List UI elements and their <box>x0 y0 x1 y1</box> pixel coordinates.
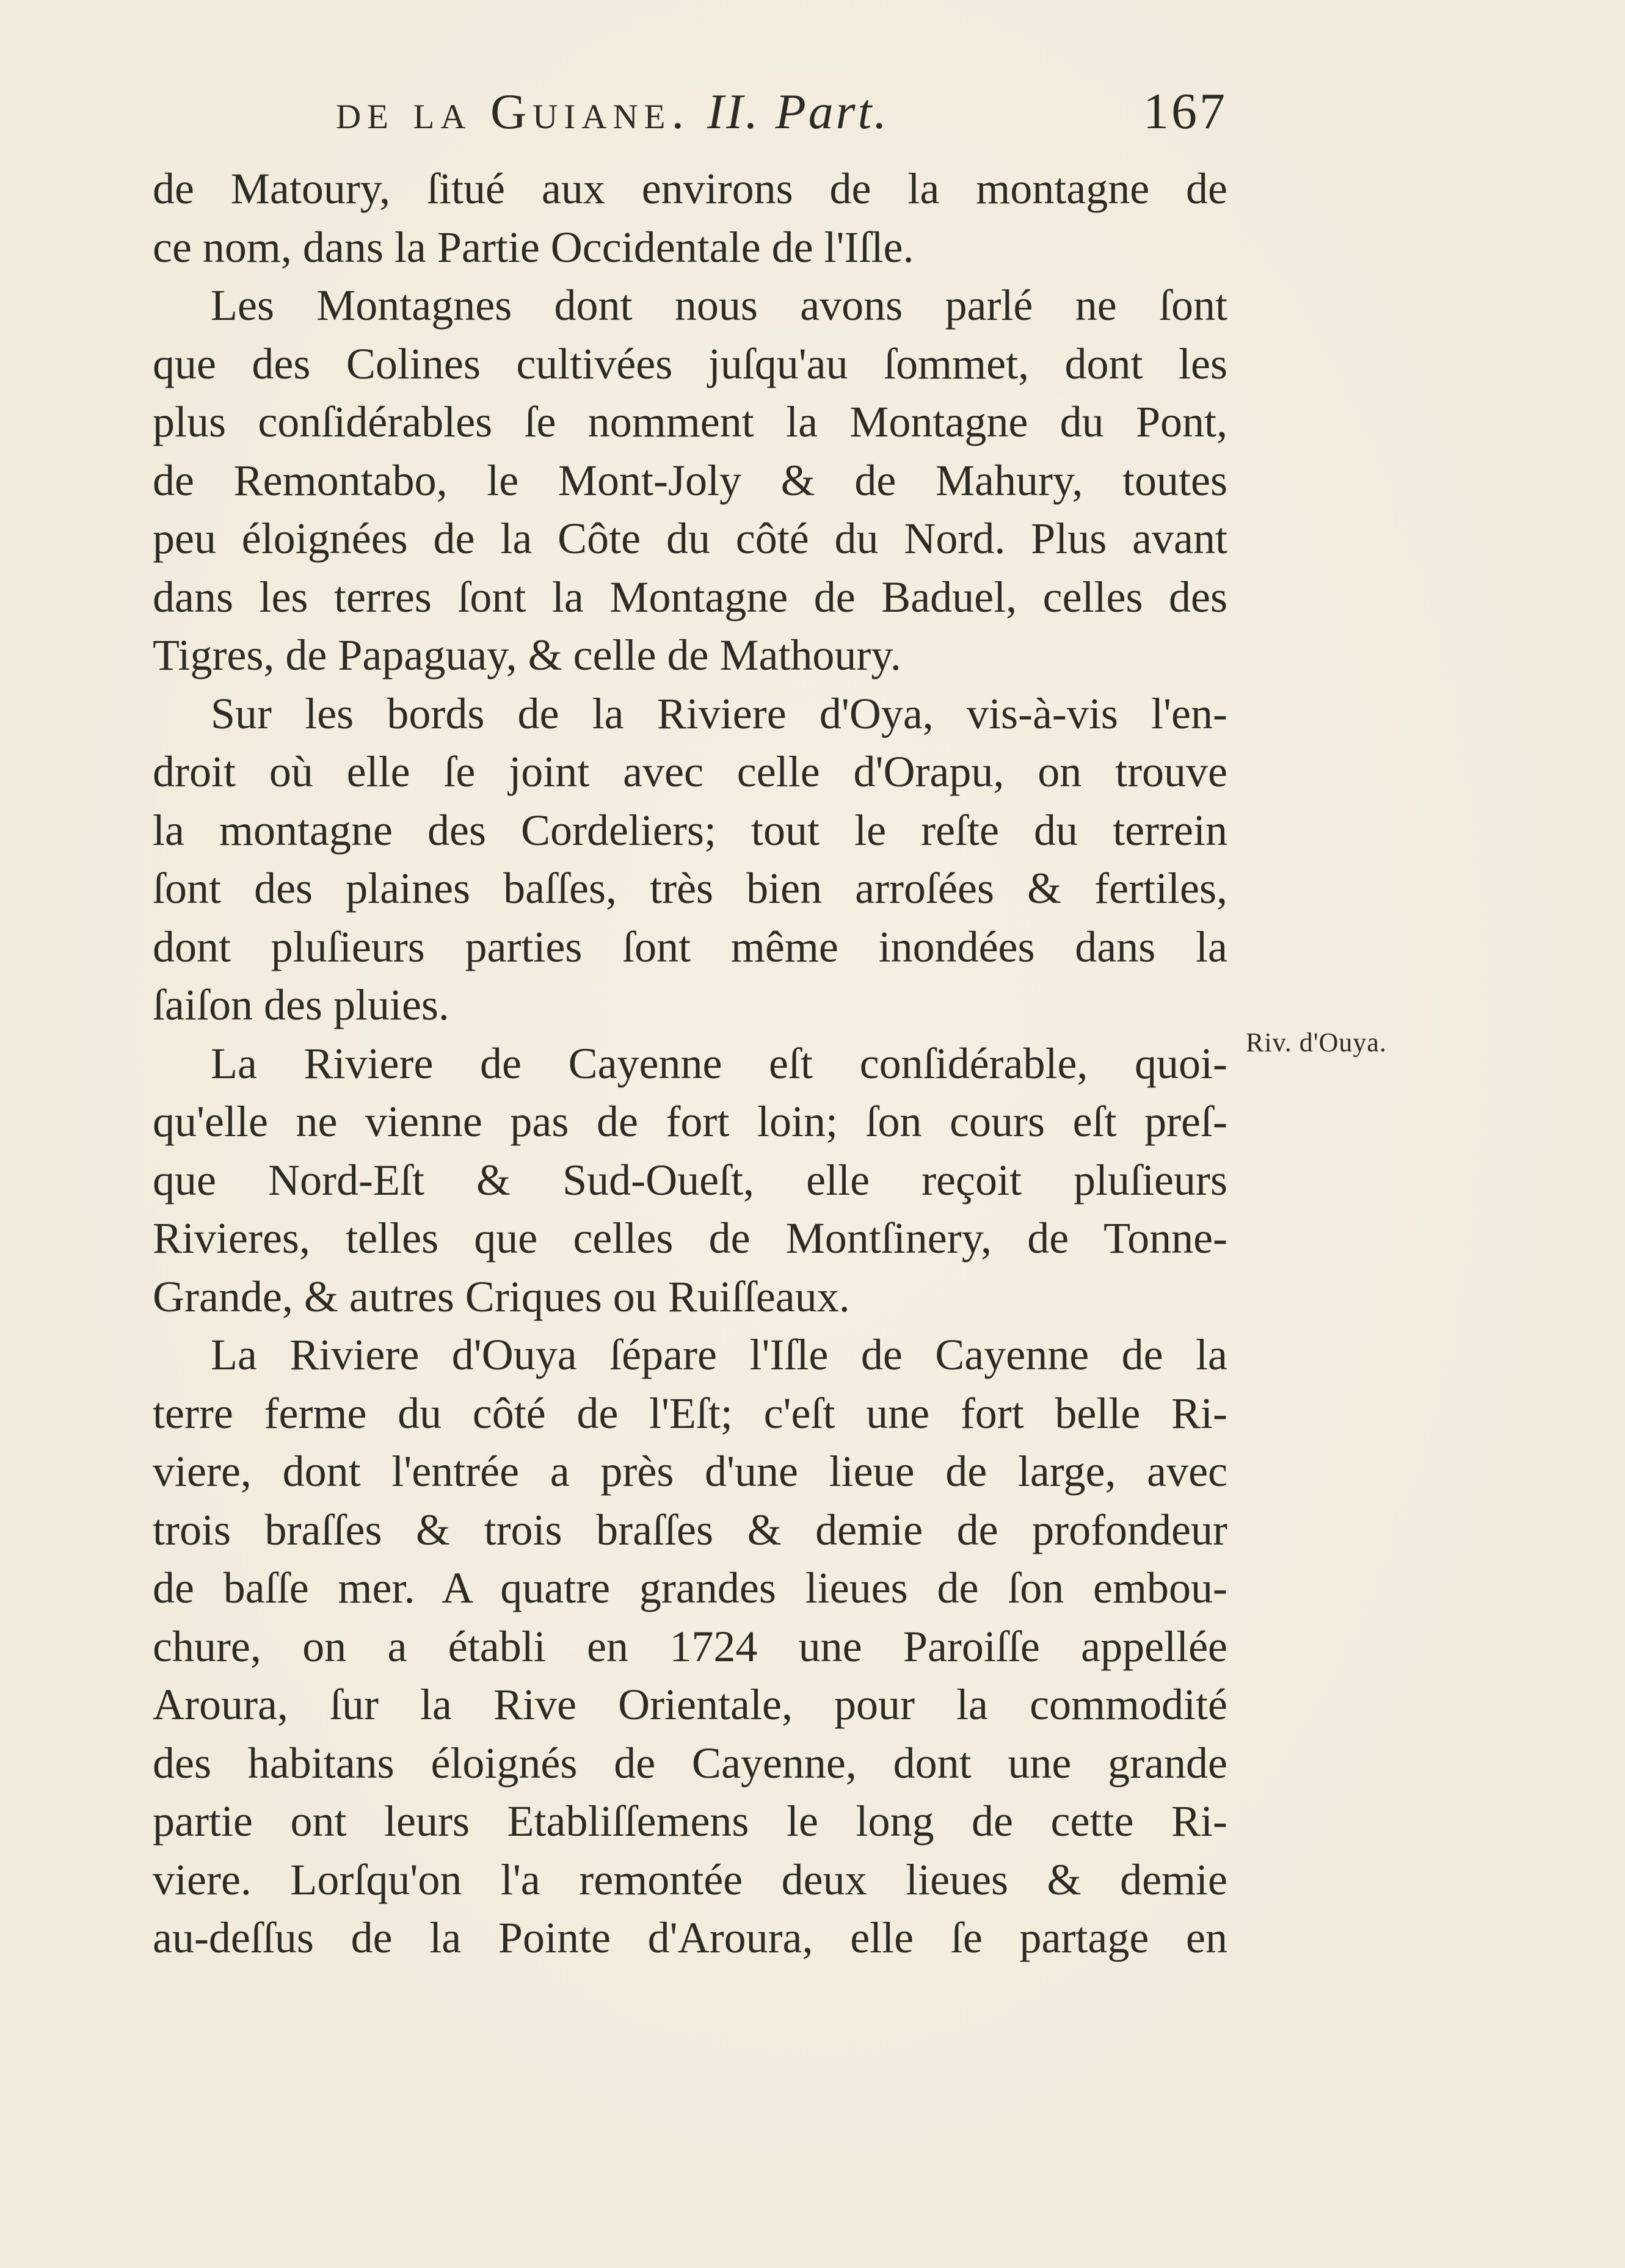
text-line: Tigres, de Papaguay, & celle de Mathoury. <box>153 631 901 679</box>
text-line: de Matoury, ſitué aux environs de la montagne de <box>153 164 1227 213</box>
text-line: au-deſſus de la Pointe d'Aroura, elle ſe partage en <box>153 1913 1227 1962</box>
marginal-note: Riv. d'Ouya. <box>1246 1027 1387 1057</box>
text-line: dans les terres ſont la Montagne de Baduel, celles des <box>153 572 1227 621</box>
body-text <box>153 160 1227 1968</box>
text-line: chure, on a établi en 1724 une Paroiſſe appellée <box>153 1621 1227 1671</box>
text-line: ſont des plaines baſſes, très bien arroſées & fertiles, <box>153 864 1227 913</box>
running-head <box>153 78 1227 145</box>
text-line: Grande, & autres Criques ou Ruiſſeaux. <box>153 1272 850 1321</box>
page-number: 167 <box>1143 83 1227 140</box>
text-line: viere. Lorſqu'on l'a remontée deux lieues & demie <box>153 1855 1227 1904</box>
text-line: Aroura, ſur la Rive Orientale, pour la commodité <box>153 1680 1227 1729</box>
text-line: Sur les bords de la Riviere d'Oya, vis-à-vis l'en- <box>211 689 1227 738</box>
text-line: terre ferme du côté de l'Eſt; c'eſt une fort belle Ri- <box>153 1388 1227 1438</box>
text-line: peu éloignées de la Côte du côté du Nord. Plus avant <box>153 514 1227 563</box>
part-label: II. Part. <box>707 84 889 139</box>
text-line: que Nord-Eſt & Sud-Oueſt, elle reçoit pluſieurs <box>153 1155 1227 1205</box>
text-line: plus conſidérables ſe nomment la Montagne du Pont, <box>153 397 1227 446</box>
text-line: des habitans éloignés de Cayenne, dont une grande <box>153 1738 1227 1788</box>
text-line: ce nom, dans la Partie Occidentale de l'Iſle. <box>153 222 914 272</box>
running-title <box>336 78 889 145</box>
text-line: Les Montagnes dont nous avons parlé ne ſont <box>211 281 1227 330</box>
text-line: la montagne des Cordeliers; tout le reſte du terrein <box>153 805 1227 855</box>
text-line: de Remontabo, le Mont-Joly & de Mahury, toutes <box>153 455 1227 505</box>
text-line: viere, dont l'entrée a près d'une lieue de large, avec <box>153 1447 1227 1496</box>
text-line: trois braſſes & trois braſſes & demie de profondeur <box>153 1505 1227 1554</box>
text-line: La Riviere d'Ouya ſépare l'Iſle de Cayenne de la <box>211 1330 1227 1379</box>
text-line: dont pluſieurs parties ſont même inondées dans la <box>153 922 1227 971</box>
text-line: ſaiſon des pluies. <box>153 980 449 1029</box>
text-line: qu'elle ne vienne pas de fort loin; ſon cours eſt preſ- <box>153 1097 1227 1146</box>
text-line: partie ont leurs Etabliſſemens le long de cette Ri- <box>153 1797 1227 1846</box>
text-line: que des Colines cultivées juſqu'au ſommet, dont les <box>153 339 1227 388</box>
text-line: La Riviere de Cayenne eſt conſidérable, quoi- <box>211 1038 1227 1088</box>
text-line: droit où elle ſe joint avec celle d'Orapu, on trouve <box>153 747 1227 796</box>
running-title-text: de la Guiane. <box>336 84 690 139</box>
text-line: de baſſe mer. A quatre grandes lieues de ſon embou- <box>153 1563 1227 1612</box>
text-line: Rivieres, telles que celles de Montſinery, de Tonne- <box>153 1214 1227 1263</box>
